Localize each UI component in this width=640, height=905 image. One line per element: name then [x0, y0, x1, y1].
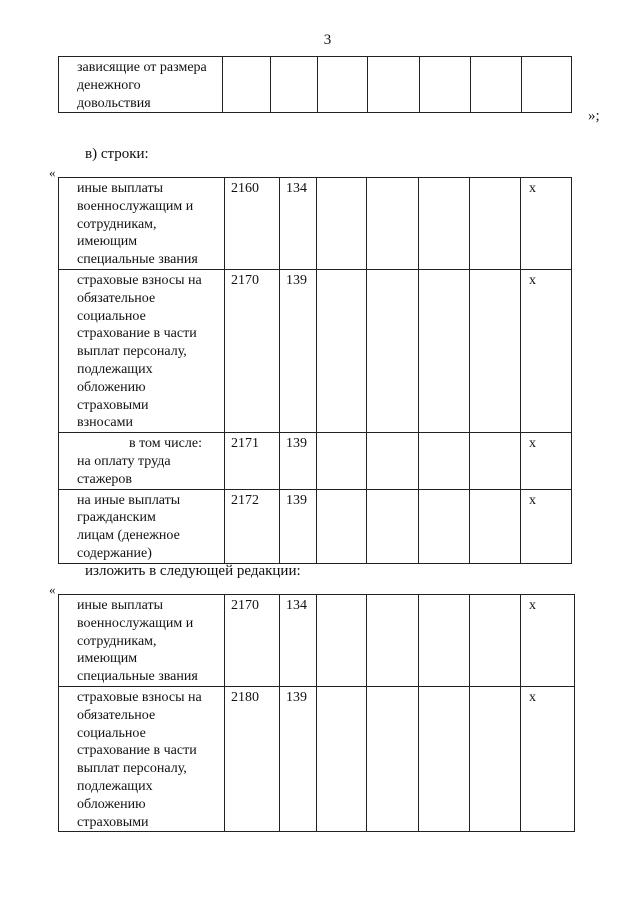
table-row: [59, 178, 572, 270]
line-code-cell: 2180: [225, 686, 280, 831]
x-mark-cell: х: [521, 433, 572, 489]
x-mark-cell: х: [521, 686, 575, 831]
table-row: [59, 57, 572, 113]
empty-cell: [419, 595, 470, 687]
empty-cell: [419, 489, 470, 563]
empty-cell: [470, 433, 521, 489]
page-number: 3: [323, 32, 332, 48]
section-intro: изложить в следующей редакции:: [85, 563, 301, 579]
empty-cell: [317, 269, 367, 432]
empty-cell: [317, 686, 367, 831]
kosgu-cell: 139: [280, 433, 317, 489]
kosgu-cell: 134: [280, 178, 317, 270]
empty-cell: [471, 57, 522, 113]
empty-cell: [367, 595, 419, 687]
empty-cell: [419, 433, 470, 489]
x-mark-cell: х: [521, 269, 572, 432]
row-name-cell: страховые взносы на обязательное социальное страхование в части выплат персоналу, подлежащих обложению страховыми взносами: [59, 269, 225, 432]
empty-cell: [470, 269, 521, 432]
empty-cell: [317, 178, 367, 270]
empty-cell: [317, 489, 367, 563]
table-old-rows: [58, 177, 572, 564]
empty-cell: [419, 686, 470, 831]
row-name-cell: страховые взносы на обязательное социальное страхование в части выплат персоналу, подлежащих обложению страховыми: [59, 686, 225, 831]
x-mark-cell: х: [521, 595, 575, 687]
kosgu-cell: 134: [280, 595, 317, 687]
empty-cell: [367, 433, 419, 489]
empty-cell: [470, 686, 521, 831]
empty-cell: [318, 57, 368, 113]
line-code-cell: 2170: [225, 269, 280, 432]
line-code-cell: 2172: [225, 489, 280, 563]
table-row: [59, 595, 575, 687]
open-quote: «: [49, 582, 56, 597]
empty-cell: [271, 57, 318, 113]
empty-cell: [522, 57, 572, 113]
table-row: [59, 489, 572, 563]
section-intro: в) строки:: [85, 146, 149, 162]
row-name-cell: иные выплаты военнослужащим и сотрудникам, имеющим специальные звания: [59, 595, 225, 687]
empty-cell: [317, 433, 367, 489]
empty-cell: [470, 489, 521, 563]
empty-cell: [223, 57, 271, 113]
line-code-cell: 2170: [225, 595, 280, 687]
empty-cell: [317, 595, 367, 687]
table-row: [59, 686, 575, 831]
empty-cell: [367, 686, 419, 831]
kosgu-cell: 139: [280, 269, 317, 432]
empty-cell: [367, 489, 419, 563]
closing-quote: »;: [588, 108, 600, 124]
empty-cell: [419, 178, 470, 270]
table-row: [59, 433, 572, 489]
row-name-cell: на иные выплаты гражданским лицам (денежное содержание): [59, 489, 225, 563]
empty-cell: [470, 178, 521, 270]
empty-cell: [470, 595, 521, 687]
empty-cell: [420, 57, 471, 113]
empty-cell: [419, 269, 470, 432]
line-code-cell: 2171: [225, 433, 280, 489]
open-quote: «: [49, 165, 56, 180]
row-name-cell: иные выплаты военнослужащим и сотрудникам, имеющим специальные звания: [59, 178, 225, 270]
line-code-cell: 2160: [225, 178, 280, 270]
empty-cell: [368, 57, 420, 113]
table-top-fragment: [58, 56, 572, 113]
table-new-rows: [58, 594, 575, 832]
table-row: [59, 269, 572, 432]
row-name-cell: в том числе: на оплату труда стажеров: [59, 433, 225, 489]
kosgu-cell: 139: [280, 686, 317, 831]
x-mark-cell: х: [521, 489, 572, 563]
row-name-cell: зависящие от размера денежного довольствия: [59, 57, 223, 113]
empty-cell: [367, 178, 419, 270]
x-mark-cell: х: [521, 178, 572, 270]
empty-cell: [367, 269, 419, 432]
kosgu-cell: 139: [280, 489, 317, 563]
